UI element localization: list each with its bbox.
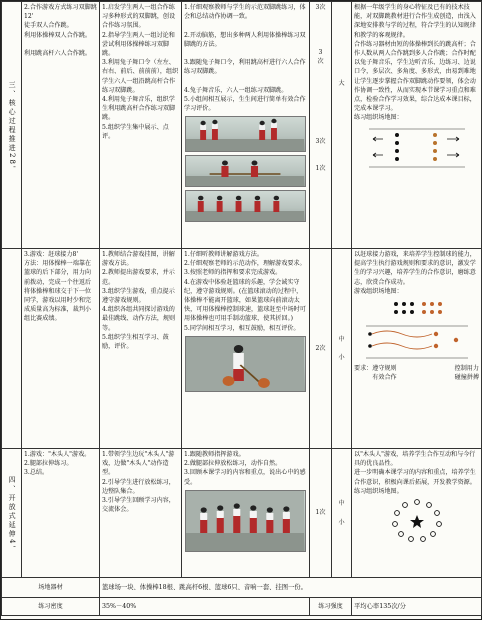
student-activity-cell-2 [182,249,310,449]
intensity-cell-2: 中 小 [332,249,352,449]
student-activity-cell-3 [182,449,310,578]
notes-cell-2 [352,249,482,449]
photo-group-jumping [185,190,305,222]
times-cell-3: 1次 [310,449,332,578]
teacher-activity-cell-2: 1.教师结合游戏挂图，讲解游戏方法。 2.教师提出游戏要求，并示范。 3.组织学生游戏，重点提示遵守游戏规则。 4.组织各组共同探讨游戏的最佳跳线、动作方法，规则等。 5.组织学生相互学习、鼓励，评价。 [100,249,182,449]
notes-cell [352,2,482,249]
phase-open-extension: 四、开放式延伸4' [2,449,22,578]
phase-blank-cell [2,249,22,449]
times-cell-2: 2次 [310,249,332,449]
intensity-value: 大 [338,80,345,87]
photo-stick-jumping [185,155,305,187]
photo-wooden-man-game [185,490,305,552]
density-value: 35%－40% [100,598,310,616]
times-4: 1次 [315,164,326,172]
content-cell-partner-jumping: 2.合作游戏方式练习双脚跳12' 徒手双人合作跳。 利用体操棒双人合作跳。 利用跳高杆六人合作跳。 [22,2,100,249]
equipment-label: 场地器材 [2,578,100,598]
notes-cell-3 [352,449,482,578]
relay-route-diagram [362,322,472,362]
times-1: 3次 [315,4,326,11]
intensity-cell-3: 中 小 [332,449,352,578]
times-3: 3次 [315,137,326,145]
requirements-text: 要求：遵守规则 有效合作 [354,365,397,382]
student-activity-text-2: 1.仔细听教师讲解游戏方法。 2.仔细观察老师的示范动作，理解游戏要求。 3.按照老师的指挥和要求完成游戏。 4.在游戏中体验赶篮球的乐趣，学会诚实守纪，遵守游戏规则。(在篮球滚动的过程中，体操棒不能离开篮球，如果篮球向前滚动太快，可用体操棒控制球速，篮球赶至中场时可用体操棒也可用手制动篮球，使其折回。) 5.同学间相互学习，相互鼓励，相互评价。 [184,251,306,332]
photo-ball-relay [185,336,305,392]
diagram-title: 练习组织场地图： [354,114,403,122]
intensity-cell [332,2,352,249]
content-cell-wooden-man: 1.游戏："木头人"游戏。 2.腿部拉伸练习。 3.总结。 [22,449,100,578]
lesson-plan-table [1,1,482,616]
photo-pair-jumping [185,116,305,152]
control-text: 控制用力 碰撞拼搏 [454,365,479,382]
student-activity-text-3: 1.跟随教师指挥游戏。 2.做腿部拉伸放松练习，动作自然。 3.回顾本课学习的内容和重点，说出心中的感受。 [184,451,306,486]
strength-label: 练习强度 [310,598,352,616]
circle-formation-diagram [387,498,447,542]
formation-diagram [367,125,467,171]
relay-requirements [354,364,479,382]
equipment-value: 篮球场一块、体操棒18根、跳高杆6根、篮球6只、音响一套、挂图一份。 [100,578,482,598]
teacher-activity-cell: 1.启发学生两人一组合作练习多种形式的双脚跳，创设合作练习氛围。 2.指导学生两人一组讨论和尝试利用体操棒练习双脚跳。 3.利用兔子舞口令（左左、右右、前后、前前前），组织学生六人一组沿跳高杆合作练习双脚跳。 4.利用兔子舞音乐，组织学生利用跳高杆合作练习双脚跳。 5.组织学生集中展示、点评。 [100,2,182,249]
notes-text-3: 以"木头人"游戏，培养学生合作互动和与今行具的优良品性。 进一步明确本课学习的内容和重点，培养学生合作意识，积极向课后拓展，开发教学资源。 练习组织场地图。 [354,451,476,495]
content-cell-ball-relay: 3.游戏：赶球接力8' 方法：用体操棒一端靠在篮球的后下部分，用力向前拨动，完成一个往返后将体操棒和球交于下一位同学，游戏以用时少和完成质量高为标准，裁判小组比赛成绩。 [22,249,100,449]
teacher-activity-cell-3: 1.带领学生边玩"木头人"游戏，边做"木头人"动作造型。 2.引导学生进行放松练习，边整队集合。 3.引导学生回顾学习内容，交流体会。 [100,449,182,578]
heart-rate-value: 平均心率135次/分 [352,598,482,616]
phase-core-process: 三、核心过程推进28' [2,2,22,249]
notes-text: 根据一年级学生的身心特征及已有的技术技能，对双脚跳教材进行合作生成创造，由浅入深地安排教与学的过程，符合学生的认知规律和教学的客观规律。 合作练习器材由短的体操棒到长的跳高杆；合作人数从两人合作跳到多人合作跳；合作时配以兔子舞音乐，学生边听音乐、边练习、边说口令，多层次、多角度、多形式，由易到难地让学生逐步掌握合作双脚跳动作要领，体会动作协调一致性，从而实现本节课学习重点和难点，检验合作学习效果，综合达成本课目标，完成本课学习。 [354,4,476,113]
student-activity-text: 1.仔细观察教师与学生的示范双脚跳练习，体会和总结动作协调一致。 2.开动脑筋，想出多种两人利用体操棒练习双脚跳的方法。 3.跟随兔子舞口令，利用跳高杆进行六人合作练习双脚跳。 4.兔子舞音乐，六人一组练习双脚跳。 5.小组间相互展示，生生间进行简单有效合作学习评价。 [184,4,306,113]
relay-start-diagram [362,298,472,320]
student-activity-cell [182,2,310,249]
times-2: 3 次 [317,49,324,66]
times-cell [310,2,332,249]
density-label: 练习密度 [2,598,100,616]
notes-text-2: 以赶球接力游戏，来培养学生控制球的能力，提高学生执行游戏规则和要求的意识，激发学生的学习兴趣，培养学生的合作意识，磨练意志，欣赏合作成功。 游戏组织场地图： [354,251,476,295]
